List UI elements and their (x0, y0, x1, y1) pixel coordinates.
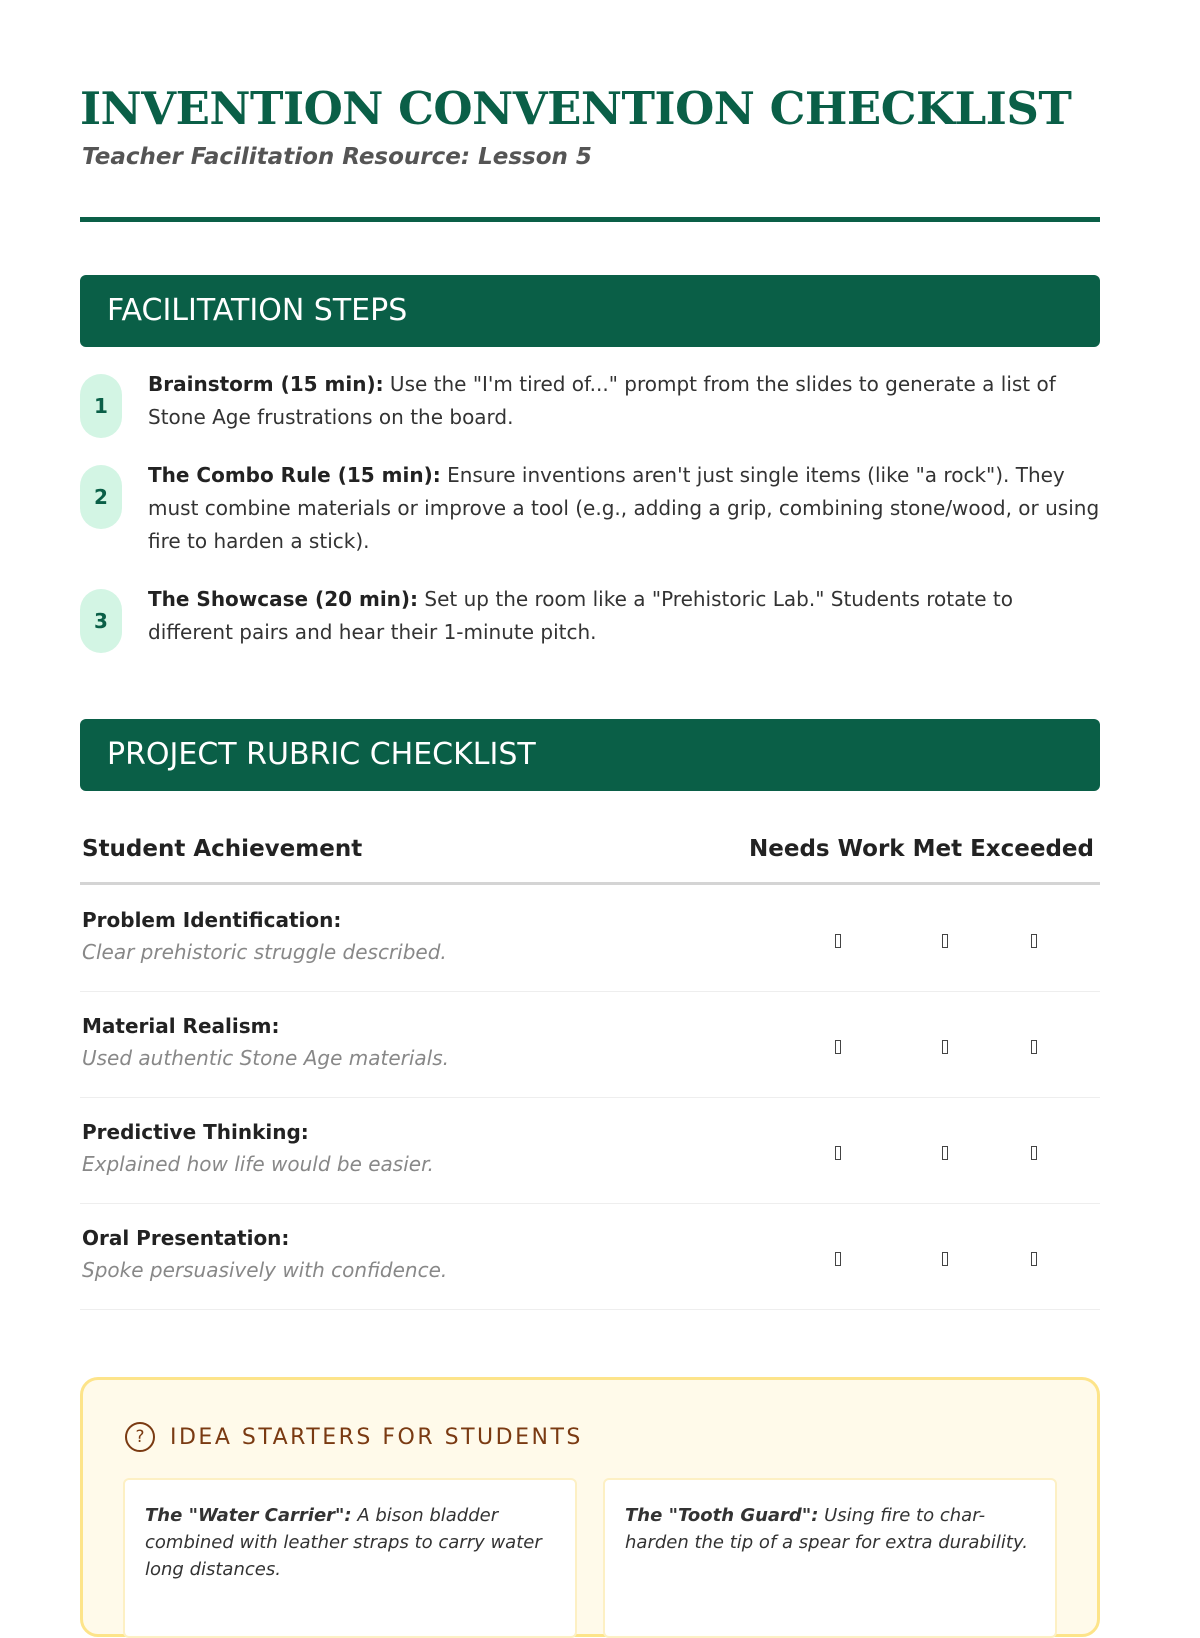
checkbox-needs-work[interactable] (835, 1252, 841, 1266)
idea-title: The "Tooth Guard": (625, 1505, 819, 1526)
idea-card (123, 1478, 577, 1638)
col-student-achievement: Student Achievement (82, 836, 363, 862)
checkbox-met[interactable] (942, 934, 948, 948)
criterion-desc: Spoke persuasively with confidence. (82, 1258, 448, 1282)
step-item (80, 374, 1100, 438)
facilitation-heading: FACILITATION STEPS (80, 275, 1100, 347)
criterion-title: Problem Identification: (82, 908, 342, 932)
idea-starters-box (80, 1377, 1100, 1637)
idea-title: The "Water Carrier": (145, 1505, 352, 1526)
checkbox-needs-work[interactable] (835, 1040, 841, 1054)
rubric-row (80, 992, 1100, 1098)
rubric-row (80, 886, 1100, 992)
step-text: Set up the room like a "Prehistoric Lab." Students rotate to different pairs and hear their 1-minute pitch. (148, 587, 1013, 644)
idea-text: A bison bladder combined with leather straps to carry water long distances. (145, 1505, 542, 1580)
step-number: 2 (80, 465, 122, 529)
rubric-row (80, 1204, 1100, 1310)
checkbox-exceeded[interactable] (1031, 934, 1037, 948)
checkbox-needs-work[interactable] (835, 1146, 841, 1160)
checkbox-needs-work[interactable] (835, 934, 841, 948)
step-title: The Showcase (20 min): (148, 587, 419, 611)
checkbox-exceeded[interactable] (1031, 1146, 1037, 1160)
step-text: Ensure inventions aren't just single items (like "a rock"). They must combine materials or improve a tool (e.g., adding a grip, combining stone/wood, or using fire to harden a stick). (148, 463, 1100, 553)
rubric-row (80, 1098, 1100, 1204)
checkbox-exceeded[interactable] (1031, 1040, 1037, 1054)
step-number: 3 (80, 589, 122, 653)
title-divider (80, 217, 1100, 222)
criterion-title: Predictive Thinking: (82, 1120, 309, 1144)
step-item (80, 465, 1100, 558)
step-title: The Combo Rule (15 min): (148, 463, 441, 487)
step-item (80, 589, 1100, 653)
step-text: Use the "I'm tired of..." prompt from the slides to generate a list of Stone Age frustrations on the board. (148, 372, 1056, 429)
checkbox-met[interactable] (942, 1146, 948, 1160)
criterion-desc: Used authentic Stone Age materials. (82, 1046, 450, 1070)
col-ratings: Needs Work Met Exceeded (749, 836, 1094, 862)
rubric-heading: PROJECT RUBRIC CHECKLIST (80, 719, 1100, 791)
step-number: 1 (80, 374, 122, 438)
checkbox-met[interactable] (942, 1252, 948, 1266)
step-title: Brainstorm (15 min): (148, 372, 384, 396)
page-subtitle: Teacher Facilitation Resource: Lesson 5 (82, 144, 592, 170)
criterion-title: Material Realism: (82, 1014, 280, 1038)
rubric-table-header (80, 832, 1100, 885)
criterion-desc: Clear prehistoric struggle described. (82, 940, 447, 964)
page-title: INVENTION CONVENTION CHECKLIST (80, 82, 1072, 135)
criterion-desc: Explained how life would be easier. (82, 1152, 434, 1176)
idea-starters-heading: IDEA STARTERS FOR STUDENTS (170, 1424, 583, 1450)
checkbox-met[interactable] (942, 1040, 948, 1054)
idea-card (603, 1478, 1057, 1638)
idea-text: Using fire to char-harden the tip of a spear for extra durability. (625, 1505, 1028, 1553)
question-circle-icon: ? (125, 1422, 155, 1452)
checkbox-exceeded[interactable] (1031, 1252, 1037, 1266)
criterion-title: Oral Presentation: (82, 1226, 290, 1250)
